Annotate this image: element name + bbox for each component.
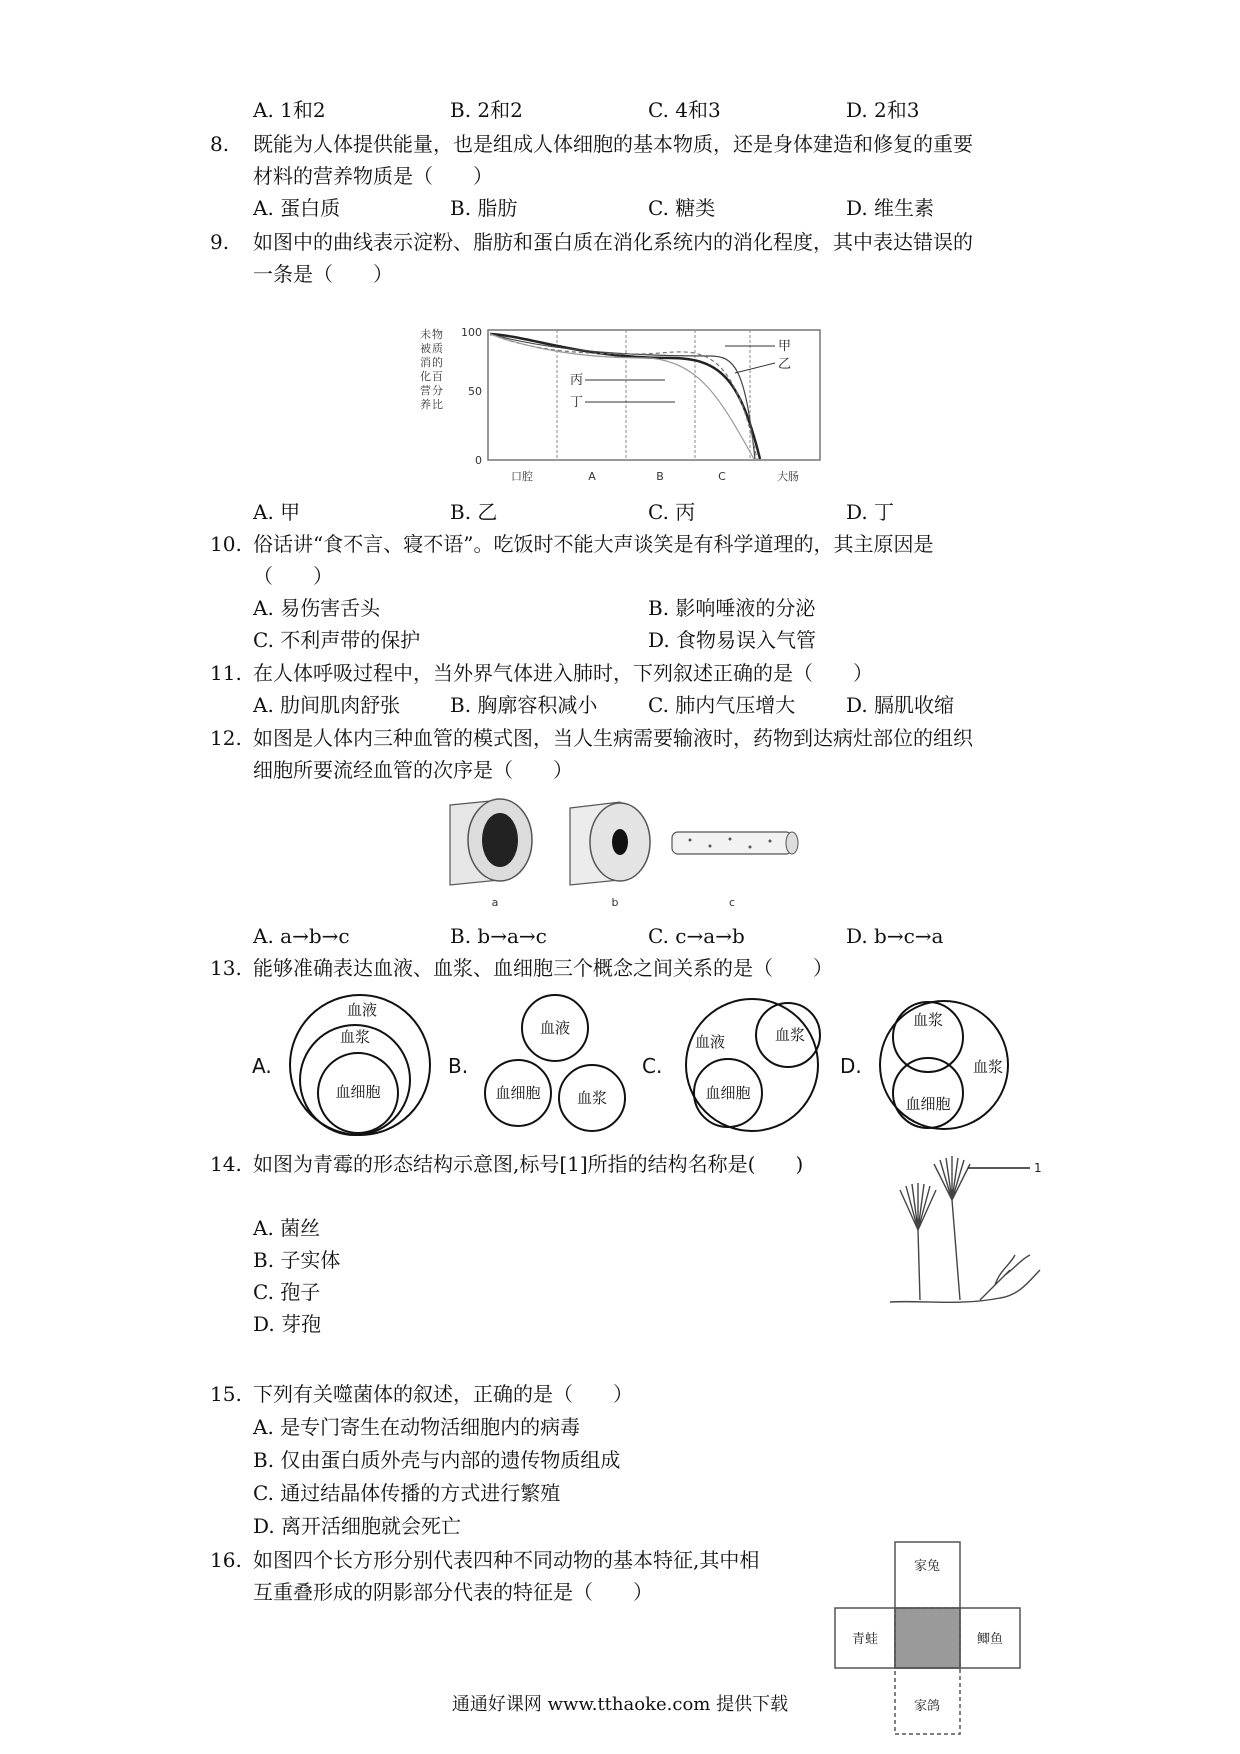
q8-stem-line2: 材料的营养物质是（ ） [253, 164, 493, 188]
curve-label-ding: 丁 [570, 395, 584, 410]
d-plasma-right-label: 血浆 [972, 1058, 1004, 1076]
q10-stem-line1: 俗话讲“食不言、寝不语”。吃饭时不能大声谈笑是有科学道理的，其主原因是 [253, 532, 934, 556]
d-cells-label: 血细胞 [905, 1095, 951, 1113]
q11-number: 11. [210, 661, 242, 685]
q15-option-a: A. 是专门寄生在动物活细胞内的病毒 [253, 1415, 581, 1439]
question-12 [0, 722, 1240, 786]
c-cells-label: 血细胞 [705, 1084, 751, 1102]
ytick-100: 100 [461, 326, 482, 339]
q8-stem-line1: 既能为人体提供能量，也是组成人体细胞的基本物质，还是身体建造和修复的重要 [253, 132, 973, 156]
question-14 [0, 1148, 1240, 1348]
xtick-c: C [718, 470, 726, 483]
ylabel-char: 的 [432, 356, 443, 369]
curve-label-yi: 乙 [778, 357, 792, 372]
q10-option-a: A. 易伤害舌头 [253, 596, 381, 620]
option-c-diagram [686, 999, 820, 1131]
q9-option-b: B. 乙 [450, 500, 498, 524]
vessel-label-c: c [728, 896, 736, 909]
label-crucian: 鲫鱼 [976, 1632, 1004, 1647]
question-8 [0, 128, 1240, 228]
ylabel-char: 分 [432, 384, 443, 397]
ylabel-char: 未 [420, 328, 431, 341]
q11-option-d: D. 膈肌收缩 [846, 693, 955, 717]
q9-option-a: A. 甲 [253, 500, 301, 524]
q11-option-a: A. 肋间肌肉舒张 [253, 693, 401, 717]
q14-option-d: D. 芽孢 [253, 1312, 322, 1336]
xtick-large-intestine: 大肠 [777, 470, 799, 483]
b-plasma-label: 血浆 [576, 1089, 608, 1107]
xtick-mouth: 口腔 [511, 470, 533, 483]
ylabel-char: 消 [420, 356, 431, 369]
q13-number: 13. [210, 956, 242, 980]
q8-option-c: C. 糖类 [648, 196, 716, 220]
q11-option-b: B. 胸廓容积减小 [450, 693, 598, 717]
q15-option-d: D. 离开活细胞就会死亡 [253, 1514, 462, 1538]
q8-option-a: A. 蛋白质 [253, 196, 341, 220]
q7-option-c: C. 4和3 [648, 98, 721, 122]
page-footer: 通通好课网 www.tthaoke.com 提供下载 [451, 1694, 789, 1715]
q14-option-a: A. 菌丝 [253, 1216, 321, 1240]
ylabel-char: 被 [420, 342, 431, 355]
ytick-0: 0 [475, 454, 482, 467]
option-b-diagram [485, 995, 625, 1131]
q14-option-b: B. 子实体 [253, 1248, 341, 1272]
q7-option-b: B. 2和2 [450, 98, 523, 122]
q16-stem-line2: 互重叠形成的阴影部分代表的特征是（ ） [253, 1580, 653, 1604]
q8-option-b: B. 脂肪 [450, 196, 518, 220]
q12-option-b: B. b→a→c [450, 924, 547, 948]
q15-option-b: B. 仅由蛋白质外壳与内部的遗传物质组成 [253, 1448, 621, 1472]
question-11 [0, 657, 1240, 721]
a-plasma-label: 血浆 [339, 1028, 371, 1046]
leader-line [735, 363, 775, 373]
q7-option-a: A. 1和2 [253, 98, 326, 122]
c-plasma-label: 血浆 [774, 1026, 806, 1044]
digestion-curve-chart [410, 318, 830, 498]
a-cells-label: 血细胞 [335, 1083, 381, 1101]
structure-label-1: 1 [1034, 1161, 1042, 1175]
label-rabbit: 家兔 [913, 1559, 941, 1574]
ylabel-char: 养 [420, 398, 431, 411]
q12-option-d: D. b→c→a [846, 924, 944, 948]
q7-option-d: D. 2和3 [846, 98, 920, 122]
q13-letter-c: C. [642, 1054, 663, 1078]
ylabel-char: 比 [432, 398, 443, 411]
q15-option-c: C. 通过结晶体传播的方式进行繁殖 [253, 1481, 561, 1505]
penicillium-figure [880, 1150, 1050, 1320]
curve-bing [490, 334, 757, 459]
ylabel-char: 百 [432, 370, 443, 383]
question-9 [0, 226, 1240, 296]
shaded-overlap [895, 1608, 960, 1668]
vessel-c [672, 832, 798, 854]
q13-letter-a: A. [252, 1054, 272, 1078]
label-pigeon: 家鸽 [913, 1699, 941, 1714]
a-blood-label: 血液 [346, 1001, 378, 1019]
vessel-a [450, 799, 532, 885]
q15-number: 15. [210, 1382, 242, 1406]
vessel-b [570, 802, 650, 885]
q14-number: 14. [210, 1152, 242, 1176]
q12-option-c: C. c→a→b [648, 924, 745, 948]
q12-stem-line2: 细胞所要流经血管的次序是（ ） [253, 758, 573, 782]
q10-option-c: C. 不利声带的保护 [253, 628, 421, 652]
q15-stem: 下列有关噬菌体的叙述，正确的是（ ） [253, 1382, 633, 1406]
q9-number: 9. [210, 230, 230, 254]
ylabel-char: 质 [432, 342, 443, 355]
label-frog: 青蛙 [851, 1632, 879, 1647]
q10-option-d: D. 食物易误入气管 [648, 628, 817, 652]
q8-number: 8. [210, 132, 230, 156]
q11-stem: 在人体呼吸过程中，当外界气体进入肺时，下列叙述正确的是（ ） [253, 661, 873, 685]
q12-stem-line1: 如图是人体内三种血管的模式图，当人生病需要输液时，药物到达病灶部位的组织 [253, 726, 973, 750]
q13-letter-d: D. [840, 1054, 862, 1078]
sporangium-left [900, 1183, 936, 1230]
question-16 [0, 1544, 1240, 1608]
q13-stem: 能够准确表达血液、血浆、血细胞三个概念之间关系的是（ ） [253, 956, 833, 980]
q10-stem-line2: （ ） [253, 564, 333, 588]
ylabel-char: 物 [432, 328, 443, 341]
q11-option-c: C. 肺内气压增大 [648, 693, 796, 717]
vessel-label-b: b [611, 896, 619, 909]
q14-stem: 如图为青霉的形态结构示意图,标号[1]所指的结构名称是( ) [253, 1152, 804, 1176]
question-13 [0, 952, 1240, 984]
c-blood-label: 血液 [694, 1033, 726, 1051]
q10-number: 10. [210, 532, 242, 556]
q16-number: 16. [210, 1548, 242, 1572]
curve-label-jia: 甲 [778, 339, 792, 354]
q10-option-b: B. 影响唾液的分泌 [648, 596, 816, 620]
q9-stem-line1: 如图中的曲线表示淀粉、脂肪和蛋白质在消化系统内的消化程度，其中表达错误的 [253, 230, 973, 254]
concept-venn-diagrams [240, 985, 1040, 1145]
curve-label-bing: 丙 [570, 373, 584, 388]
q12-option-a: A. a→b→c [253, 924, 350, 948]
question-15 [0, 1378, 1240, 1540]
q9-stem-line2: 一条是（ ） [253, 262, 393, 286]
q16-stem-line1: 如图四个长方形分别代表四种不同动物的基本特征,其中相 [253, 1548, 760, 1572]
q12-number: 12. [210, 726, 242, 750]
curve-yi [490, 334, 760, 459]
q9-option-c: C. 丙 [648, 500, 696, 524]
q13-letter-b: B. [448, 1054, 469, 1078]
b-blood-label: 血液 [539, 1019, 571, 1037]
blood-vessels-figure [440, 790, 820, 910]
ytick-50: 50 [468, 385, 482, 398]
q9-option-d: D. 丁 [846, 500, 895, 524]
q9-options [0, 496, 1240, 528]
chart-frame [488, 330, 820, 460]
question-10 [0, 528, 1240, 656]
q12-options [0, 920, 1240, 952]
b-cells-label: 血细胞 [495, 1084, 541, 1102]
q8-option-d: D. 维生素 [846, 196, 935, 220]
xtick-a: A [588, 470, 596, 483]
ylabel-char: 化 [420, 370, 431, 383]
ylabel-char: 营 [420, 384, 431, 397]
d-plasma-top-label: 血浆 [912, 1011, 944, 1029]
sporangium-right [934, 1156, 970, 1200]
curve-ding [490, 334, 754, 459]
vessel-label-a: a [491, 896, 499, 909]
q14-option-c: C. 孢子 [253, 1280, 321, 1304]
xtick-b: B [656, 470, 664, 483]
q7-options [0, 94, 1240, 126]
